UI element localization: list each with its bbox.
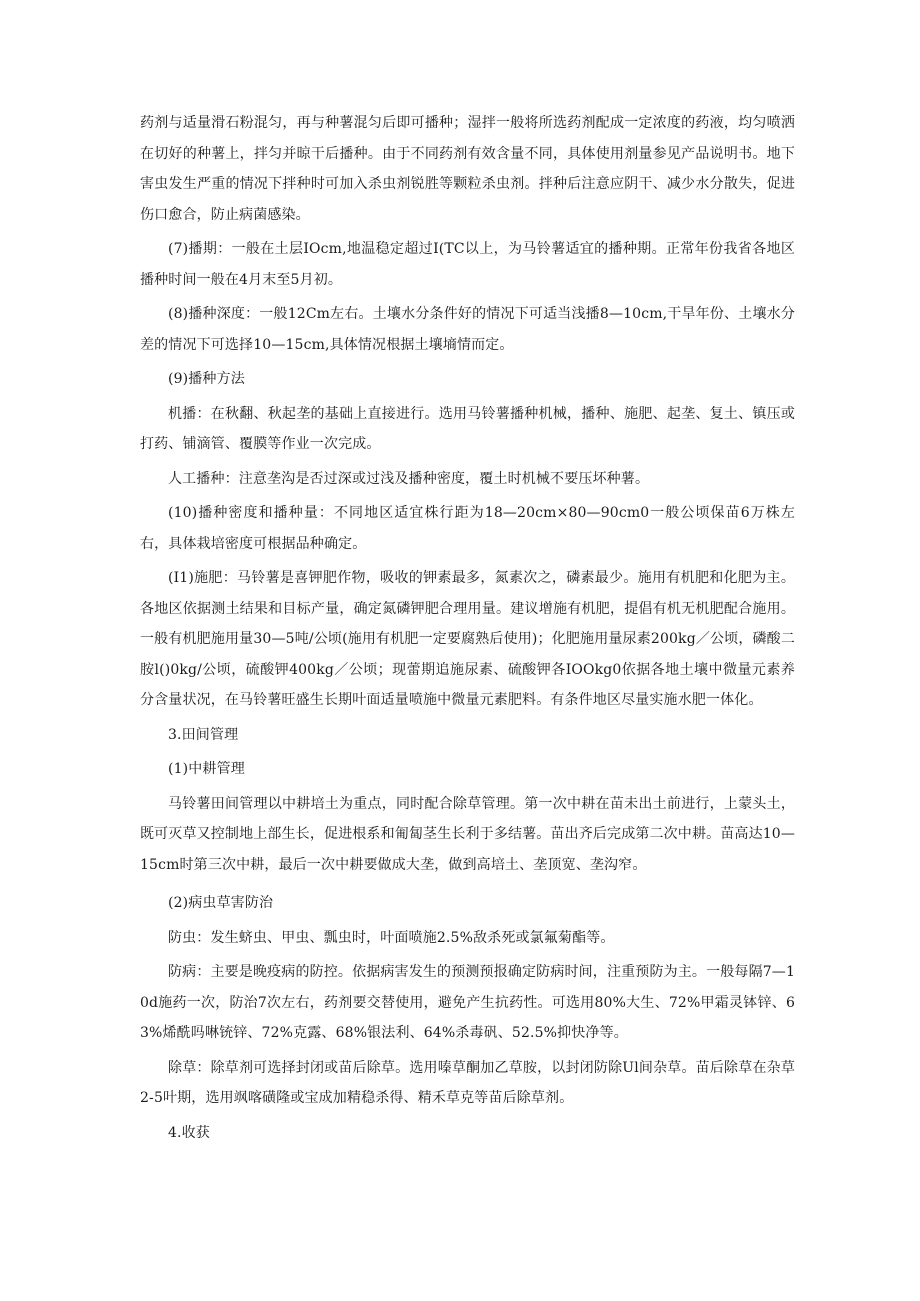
section-heading-harvest: 4.收获 (168, 1124, 210, 1141)
paragraph-sowing-depth: (8)播种深度：一般12Cm左右。土壤水分条件好的情况下可适当浅播8—10cm,干旱年份、土壤水分差的情况下可选择10—15cm,具体情况根据土壤墒情而定。 (140, 306, 795, 353)
document-page (140, 108, 795, 1152)
paragraph-sowing-density: (10)播种密度和播种量：不同地区适宜株行距为18—20cm×80—90cm0一般公顷保苗6万株左右，具体栽培密度可根据品种确定。 (140, 505, 795, 552)
paragraph-intertillage: 马铃薯田间管理以中耕培土为重点，同时配合除草管理。第一次中耕在苗未出土前进行，上蒙头土，既可灭草又控制地上部生长，促进根系和匍匐茎生长利于多结薯。苗出齐后完成第二次中耕。苗高达10—15cm时第三次中耕，最后一次中耕要做成大垄，做到高培土、垄顶宽、垄沟窄。 (140, 795, 795, 873)
paragraph-weed-control: 除草：除草剂可选择封闭或苗后除草。选用嗪草酮加乙草胺，以封闭防除Ul间杂草。苗后除草在杂草2-5叶期，选用飒喀磺隆或宝成加精稳杀得、精禾草克等苗后除草剂。 (140, 1059, 795, 1106)
section-heading-field-management: 3.田间管理 (168, 726, 239, 743)
paragraph-seed-treatment: 药剂与适量滑石粉混匀，再与种薯混匀后即可播种；湿拌一般将所选药剂配成一定浓度的药液，均匀喷洒在切好的种薯上，拌匀并晾干后播种。由于不同药剂有效含量不同，具体使用剂量参见产品说明书。地下害虫发生严重的情况下拌种时可加入杀虫剂锐胜等颗粒杀虫剂。拌种后注意应阴干、减少水分散失，促进伤口愈合，防止病菌感染。 (140, 115, 795, 223)
paragraph-machine-sowing: 机播：在秋翻、秋起垄的基础上直接进行。选用马铃薯播种机械，播种、施肥、起垄、复土、镇压或打药、铺滴管、覆膜等作业一次完成。 (140, 405, 795, 452)
heading-intertillage: (1)中耕管理 (168, 761, 245, 777)
paragraph-fertilization: (I1)施肥：马铃薯是喜钾肥作物，吸收的钾素最多，氮素次之，磷素最少。施用有机肥和化肥为主。各地区依据测土结果和目标产量，确定氮磷钾肥合理用量。建议增施有机肥，提倡有机无机肥配合施用。一般有机肥施用量30—5吨/公顷(施用有机肥一定要腐熟后使用)；化肥施用量尿素200kg／公顷，磷酸二胺l()0kg/公顷，硫酸钾400kg／公顷；现蕾期追施尿素、硫酸钾各IOOkg0依据各地土壤中微量元素养分含量状况，在马铃薯旺盛生长期叶面适量喷施中微量元素肥料。有条件地区尽量实施水肥一体化。 (140, 570, 795, 708)
heading-sowing-method: (9)播种方法 (168, 371, 245, 387)
paragraph-manual-sowing: 人工播种：注意垄沟是否过深或过浅及播种密度，覆土时机械不要压坏种薯。 (168, 470, 650, 487)
paragraph-sowing-period: (7)播期：一般在土层IOcm,地温稳定超过I(TC以上，为马铃薯适宜的播种期。正常年份我省各地区播种时间一般在4月末至5月初。 (140, 241, 795, 288)
paragraph-insect-control: 防虫：发生蛴虫、甲虫、瓢虫时，叶面喷施2.5%敌杀死或氯氟菊酯等。 (168, 929, 615, 946)
heading-pest-control: (2)病虫草害防治 (168, 895, 274, 911)
paragraph-disease-control: 防病：主要是晚疫病的防控。依据病害发生的预测预报确定防病时间，注重预防为主。一般每隔7—10d施药一次，防治7次左右，药剂要交替使用，避免产生抗药性。可选用80%大生、72%甲霜灵钵锌、63%烯酰吗啉铳锌、72%克露、68%银法利、64%杀毒矾、52.5%抑快净等。 (140, 964, 795, 1041)
